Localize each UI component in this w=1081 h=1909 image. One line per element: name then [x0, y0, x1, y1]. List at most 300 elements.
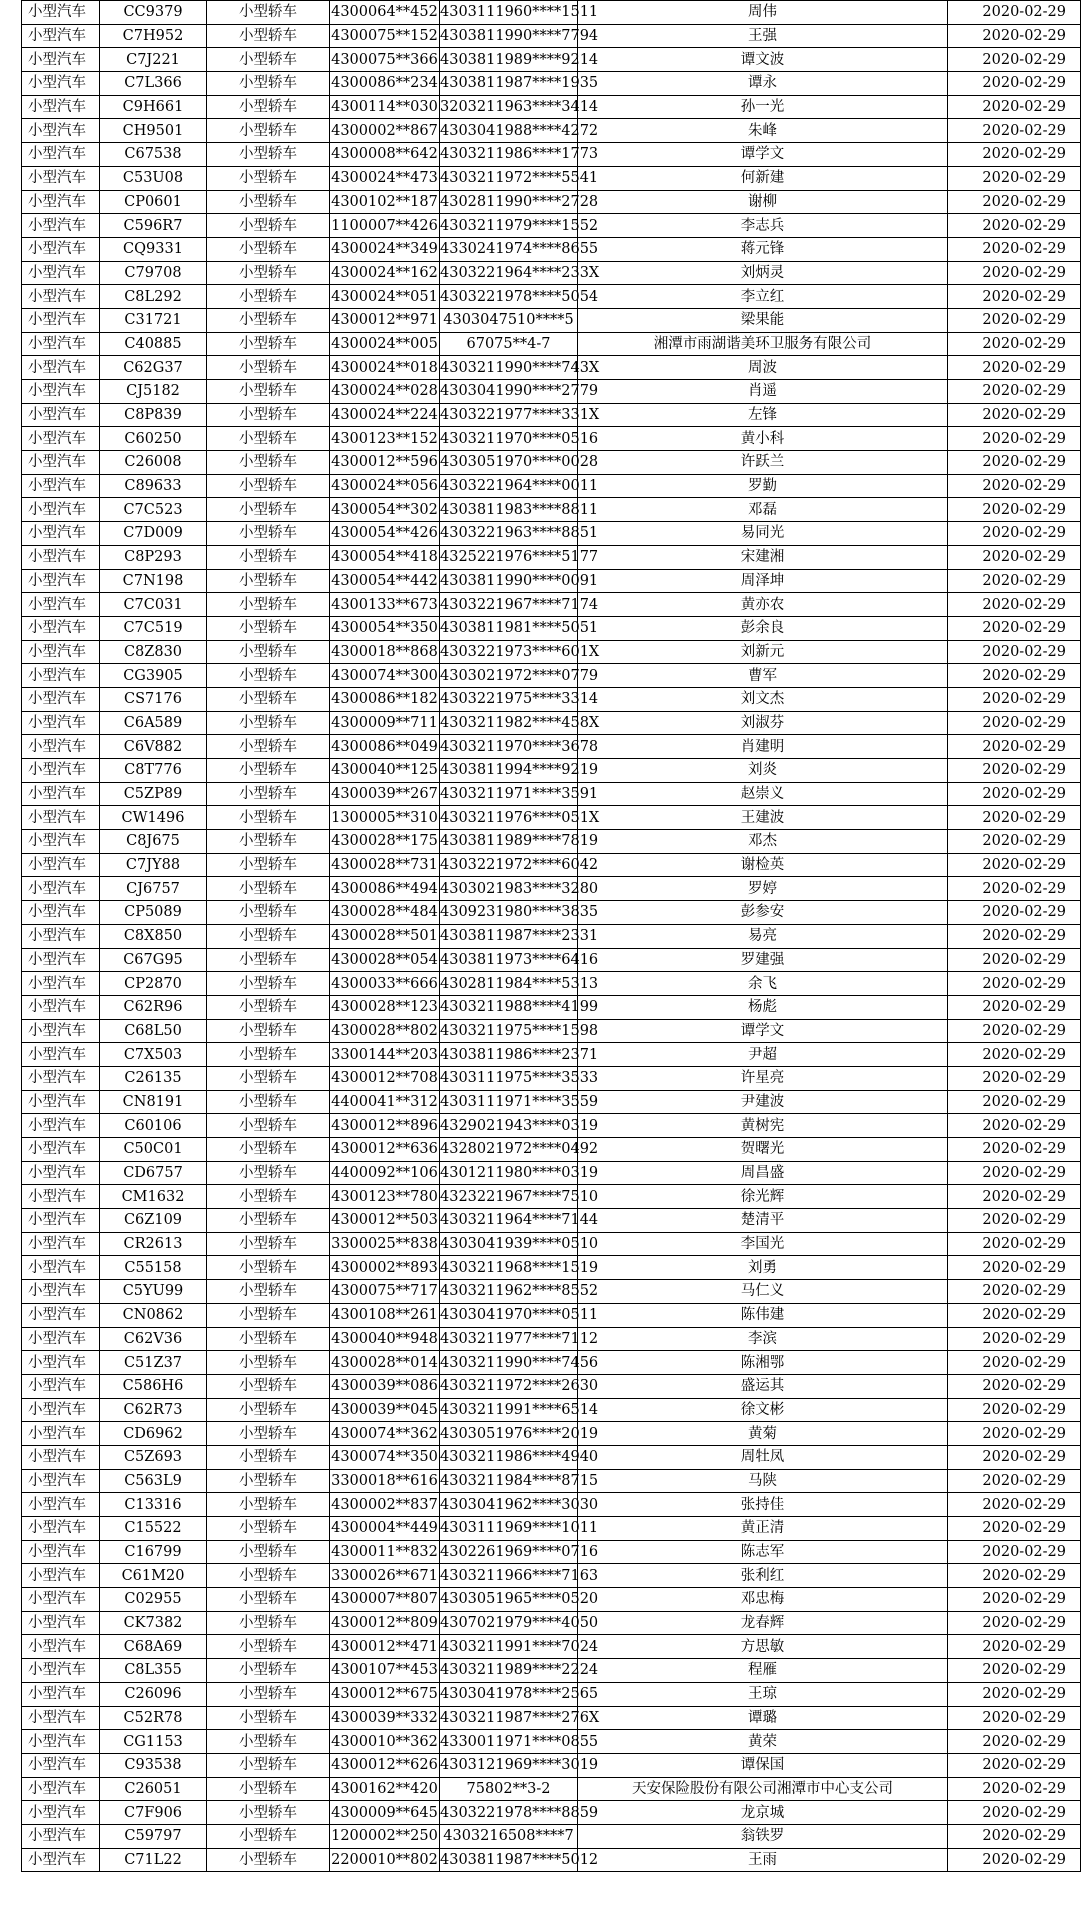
plate-number-cell: C51Z37 [100, 1351, 207, 1375]
plate-number-cell: C68L50 [100, 1019, 207, 1043]
plate-number-cell: CC9379 [100, 1, 207, 25]
model-cell: 小型轿车 [207, 72, 330, 96]
id-number-cell: 4303211977****7112 [440, 1327, 578, 1351]
table-row [22, 24, 1081, 48]
certificate-cell: 4300064**452 [330, 1, 440, 25]
owner-cell: 许跃兰 [578, 451, 948, 475]
model-cell: 小型轿车 [207, 806, 330, 830]
certificate-cell: 4300028**014 [330, 1351, 440, 1375]
vehicle-type-cell: 小型汽车 [22, 1043, 100, 1067]
plate-number-cell: C13316 [100, 1493, 207, 1517]
certificate-cell: 4300123**780 [330, 1185, 440, 1209]
vehicle-type-cell: 小型汽车 [22, 308, 100, 332]
model-cell: 小型轿车 [207, 1256, 330, 1280]
certificate-cell: 4300012**708 [330, 1066, 440, 1090]
date-cell: 2020-02-29 [948, 1280, 1081, 1304]
owner-cell: 曹军 [578, 664, 948, 688]
id-number-cell: 4303221973****601X [440, 640, 578, 664]
vehicle-type-cell: 小型汽车 [22, 1066, 100, 1090]
table-row [22, 143, 1081, 167]
plate-number-cell: C89633 [100, 474, 207, 498]
owner-cell: 罗婷 [578, 877, 948, 901]
model-cell: 小型轿车 [207, 237, 330, 261]
plate-number-cell: CQ9331 [100, 237, 207, 261]
owner-cell: 杨彪 [578, 995, 948, 1019]
model-cell: 小型轿车 [207, 1517, 330, 1541]
model-cell: 小型轿车 [207, 995, 330, 1019]
owner-cell: 李志兵 [578, 214, 948, 238]
certificate-cell: 4300028**054 [330, 948, 440, 972]
plate-number-cell: CG1153 [100, 1730, 207, 1754]
owner-cell: 龙京城 [578, 1801, 948, 1825]
owner-cell: 肖建明 [578, 735, 948, 759]
owner-cell: 张利红 [578, 1564, 948, 1588]
table-row [22, 830, 1081, 854]
date-cell: 2020-02-29 [948, 1232, 1081, 1256]
owner-cell: 徐文彬 [578, 1398, 948, 1422]
certificate-cell: 4300039**045 [330, 1398, 440, 1422]
plate-number-cell: C15522 [100, 1517, 207, 1541]
certificate-cell: 4300012**896 [330, 1114, 440, 1138]
id-number-cell: 4303811981****5051 [440, 616, 578, 640]
table-row [22, 569, 1081, 593]
id-number-cell: 4303051965****0520 [440, 1588, 578, 1612]
vehicle-type-cell: 小型汽车 [22, 1114, 100, 1138]
plate-number-cell: C563L9 [100, 1469, 207, 1493]
id-number-cell: 4303211975****1598 [440, 1019, 578, 1043]
date-cell: 2020-02-29 [948, 95, 1081, 119]
id-number-cell: 4303211984****8715 [440, 1469, 578, 1493]
owner-cell: 易亮 [578, 924, 948, 948]
date-cell: 2020-02-29 [948, 1066, 1081, 1090]
date-cell: 2020-02-29 [948, 1635, 1081, 1659]
table-row [22, 166, 1081, 190]
table-row [22, 72, 1081, 96]
table-row [22, 593, 1081, 617]
certificate-cell: 4300024**349 [330, 237, 440, 261]
model-cell: 小型轿车 [207, 1445, 330, 1469]
id-number-cell: 4303041939****0510 [440, 1232, 578, 1256]
model-cell: 小型轿车 [207, 1588, 330, 1612]
id-number-cell: 4303111971****3559 [440, 1090, 578, 1114]
plate-number-cell: C8P293 [100, 545, 207, 569]
model-cell: 小型轿车 [207, 261, 330, 285]
model-cell: 小型轿车 [207, 1066, 330, 1090]
table-row [22, 1659, 1081, 1683]
vehicle-type-cell: 小型汽车 [22, 380, 100, 404]
model-cell: 小型轿车 [207, 1232, 330, 1256]
plate-number-cell: C62R96 [100, 995, 207, 1019]
certificate-cell: 4300123**152 [330, 427, 440, 451]
id-number-cell: 4303211970****3678 [440, 735, 578, 759]
vehicle-type-cell: 小型汽车 [22, 190, 100, 214]
vehicle-type-cell: 小型汽车 [22, 972, 100, 996]
date-cell: 2020-02-29 [948, 1588, 1081, 1612]
id-number-cell: 4307021979****4050 [440, 1611, 578, 1635]
certificate-cell: 4300075**366 [330, 48, 440, 72]
table-row [22, 1753, 1081, 1777]
certificate-cell: 4300002**837 [330, 1493, 440, 1517]
certificate-cell: 4300024**018 [330, 356, 440, 380]
date-cell: 2020-02-29 [948, 1801, 1081, 1825]
model-cell: 小型轿车 [207, 1185, 330, 1209]
table-row [22, 1824, 1081, 1848]
date-cell: 2020-02-29 [948, 1682, 1081, 1706]
certificate-cell: 4300074**300 [330, 664, 440, 688]
owner-cell: 湘潭市雨湖谐美环卫服务有限公司 [578, 332, 948, 356]
date-cell: 2020-02-29 [948, 1398, 1081, 1422]
model-cell: 小型轿车 [207, 877, 330, 901]
plate-number-cell: C60250 [100, 427, 207, 451]
vehicle-type-cell: 小型汽车 [22, 877, 100, 901]
date-cell: 2020-02-29 [948, 403, 1081, 427]
table-row [22, 1303, 1081, 1327]
plate-number-cell: CK7382 [100, 1611, 207, 1635]
id-number-cell: 4303211979****1552 [440, 214, 578, 238]
owner-cell: 周昌盛 [578, 1161, 948, 1185]
vehicle-type-cell: 小型汽车 [22, 1540, 100, 1564]
date-cell: 2020-02-29 [948, 356, 1081, 380]
model-cell: 小型轿车 [207, 427, 330, 451]
id-number-cell: 4303041962****3030 [440, 1493, 578, 1517]
id-number-cell: 4303221978****5054 [440, 285, 578, 309]
date-cell: 2020-02-29 [948, 474, 1081, 498]
table-row [22, 1564, 1081, 1588]
plate-number-cell: C8J675 [100, 830, 207, 854]
model-cell: 小型轿车 [207, 1706, 330, 1730]
table-row [22, 1540, 1081, 1564]
owner-cell: 易同光 [578, 522, 948, 546]
table-row [22, 995, 1081, 1019]
vehicle-type-cell: 小型汽车 [22, 48, 100, 72]
vehicle-type-cell: 小型汽车 [22, 853, 100, 877]
date-cell: 2020-02-29 [948, 308, 1081, 332]
vehicle-type-cell: 小型汽车 [22, 1422, 100, 1446]
certificate-cell: 4300028**484 [330, 901, 440, 925]
certificate-cell: 4300011**832 [330, 1540, 440, 1564]
table-row [22, 948, 1081, 972]
table-row [22, 1635, 1081, 1659]
owner-cell: 方思敏 [578, 1635, 948, 1659]
certificate-cell: 4300040**948 [330, 1327, 440, 1351]
model-cell: 小型轿车 [207, 380, 330, 404]
model-cell: 小型轿车 [207, 1398, 330, 1422]
date-cell: 2020-02-29 [948, 237, 1081, 261]
plate-number-cell: C8L292 [100, 285, 207, 309]
owner-cell: 梁果能 [578, 308, 948, 332]
model-cell: 小型轿车 [207, 1019, 330, 1043]
id-number-cell: 4303811983****8811 [440, 498, 578, 522]
vehicle-type-cell: 小型汽车 [22, 1635, 100, 1659]
owner-cell: 黄小科 [578, 427, 948, 451]
vehicle-type-cell: 小型汽车 [22, 640, 100, 664]
date-cell: 2020-02-29 [948, 593, 1081, 617]
owner-cell: 刘淑芬 [578, 711, 948, 735]
table-row [22, 1801, 1081, 1825]
date-cell: 2020-02-29 [948, 1185, 1081, 1209]
vehicle-type-cell: 小型汽车 [22, 1280, 100, 1304]
id-number-cell: 4303221964****0011 [440, 474, 578, 498]
id-number-cell: 4309231980****3835 [440, 901, 578, 925]
model-cell: 小型轿车 [207, 190, 330, 214]
id-number-cell: 4303051970****0028 [440, 451, 578, 475]
owner-cell: 肖遥 [578, 380, 948, 404]
vehicle-type-cell: 小型汽车 [22, 1209, 100, 1233]
certificate-cell: 4300086**234 [330, 72, 440, 96]
date-cell: 2020-02-29 [948, 332, 1081, 356]
owner-cell: 王强 [578, 24, 948, 48]
owner-cell: 陈伟建 [578, 1303, 948, 1327]
owner-cell: 徐光辉 [578, 1185, 948, 1209]
certificate-cell: 4300002**867 [330, 119, 440, 143]
date-cell: 2020-02-29 [948, 451, 1081, 475]
id-number-cell: 4303211964****7144 [440, 1209, 578, 1233]
id-number-cell: 4303211968****1519 [440, 1256, 578, 1280]
id-number-cell: 4303111969****1011 [440, 1517, 578, 1541]
id-number-cell: 3203211963****3414 [440, 95, 578, 119]
id-number-cell: 67075**4-7 [440, 332, 578, 356]
id-number-cell: 4303211971****3591 [440, 782, 578, 806]
owner-cell: 孙一光 [578, 95, 948, 119]
id-number-cell: 4303811990****7794 [440, 24, 578, 48]
table-row [22, 1327, 1081, 1351]
plate-number-cell: C7N198 [100, 569, 207, 593]
certificate-cell: 4300024**028 [330, 380, 440, 404]
plate-number-cell: C8P839 [100, 403, 207, 427]
owner-cell: 黄正清 [578, 1517, 948, 1541]
table-row [22, 190, 1081, 214]
date-cell: 2020-02-29 [948, 1303, 1081, 1327]
plate-number-cell: C7D009 [100, 522, 207, 546]
model-cell: 小型轿车 [207, 1374, 330, 1398]
id-number-cell: 4303041988****4272 [440, 119, 578, 143]
owner-cell: 李立红 [578, 285, 948, 309]
certificate-cell: 4300086**494 [330, 877, 440, 901]
plate-number-cell: C7H952 [100, 24, 207, 48]
table-row [22, 474, 1081, 498]
owner-cell: 天安保险股份有限公司湘潭市中心支公司 [578, 1777, 948, 1801]
date-cell: 2020-02-29 [948, 948, 1081, 972]
vehicle-type-cell: 小型汽车 [22, 1, 100, 25]
certificate-cell: 4300007**807 [330, 1588, 440, 1612]
plate-number-cell: C8X850 [100, 924, 207, 948]
owner-cell: 陈湘鄂 [578, 1351, 948, 1375]
date-cell: 2020-02-29 [948, 711, 1081, 735]
model-cell: 小型轿车 [207, 1682, 330, 1706]
plate-number-cell: C60106 [100, 1114, 207, 1138]
vehicle-type-cell: 小型汽车 [22, 285, 100, 309]
vehicle-type-cell: 小型汽车 [22, 616, 100, 640]
owner-cell: 宋建湘 [578, 545, 948, 569]
id-number-cell: 4303211972****5541 [440, 166, 578, 190]
vehicle-type-cell: 小型汽车 [22, 593, 100, 617]
model-cell: 小型轿车 [207, 451, 330, 475]
table-row [22, 972, 1081, 996]
model-cell: 小型轿车 [207, 1114, 330, 1138]
plate-number-cell: C53U08 [100, 166, 207, 190]
table-row [22, 285, 1081, 309]
date-cell: 2020-02-29 [948, 166, 1081, 190]
date-cell: 2020-02-29 [948, 1, 1081, 25]
model-cell: 小型轿车 [207, 853, 330, 877]
date-cell: 2020-02-29 [948, 119, 1081, 143]
model-cell: 小型轿车 [207, 972, 330, 996]
vehicle-type-cell: 小型汽车 [22, 1161, 100, 1185]
date-cell: 2020-02-29 [948, 1161, 1081, 1185]
certificate-cell: 4300008**642 [330, 143, 440, 167]
certificate-cell: 4300039**267 [330, 782, 440, 806]
plate-number-cell: C02955 [100, 1588, 207, 1612]
vehicle-type-cell: 小型汽车 [22, 759, 100, 783]
owner-cell: 周泽坤 [578, 569, 948, 593]
vehicle-type-cell: 小型汽车 [22, 1256, 100, 1280]
vehicle-type-cell: 小型汽车 [22, 569, 100, 593]
model-cell: 小型轿车 [207, 1090, 330, 1114]
model-cell: 小型轿车 [207, 1777, 330, 1801]
table-row [22, 48, 1081, 72]
vehicle-type-cell: 小型汽车 [22, 427, 100, 451]
id-number-cell: 4303047510****5 [440, 308, 578, 332]
model-cell: 小型轿车 [207, 1303, 330, 1327]
table-row [22, 1374, 1081, 1398]
table-row [22, 1588, 1081, 1612]
date-cell: 2020-02-29 [948, 498, 1081, 522]
certificate-cell: 4300075**717 [330, 1280, 440, 1304]
plate-number-cell: C7X503 [100, 1043, 207, 1067]
plate-number-cell: C26096 [100, 1682, 207, 1706]
owner-cell: 何新建 [578, 166, 948, 190]
plate-number-cell: C5ZP89 [100, 782, 207, 806]
plate-number-cell: CD6757 [100, 1161, 207, 1185]
model-cell: 小型轿车 [207, 1209, 330, 1233]
id-number-cell: 4303221972****6042 [440, 853, 578, 877]
model-cell: 小型轿车 [207, 1493, 330, 1517]
plate-number-cell: C26051 [100, 1777, 207, 1801]
certificate-cell: 4300039**332 [330, 1706, 440, 1730]
plate-number-cell: C7L366 [100, 72, 207, 96]
vehicle-type-cell: 小型汽车 [22, 830, 100, 854]
vehicle-type-cell: 小型汽车 [22, 1327, 100, 1351]
model-cell: 小型轿车 [207, 1753, 330, 1777]
vehicle-type-cell: 小型汽车 [22, 1517, 100, 1541]
id-number-cell: 4303211991****6514 [440, 1398, 578, 1422]
owner-cell: 谭学文 [578, 1019, 948, 1043]
plate-number-cell: CW1496 [100, 806, 207, 830]
owner-cell: 邓杰 [578, 830, 948, 854]
owner-cell: 李国光 [578, 1232, 948, 1256]
certificate-cell: 4300024**224 [330, 403, 440, 427]
vehicle-type-cell: 小型汽车 [22, 687, 100, 711]
certificate-cell: 4300107**453 [330, 1659, 440, 1683]
plate-number-cell: C59797 [100, 1824, 207, 1848]
model-cell: 小型轿车 [207, 1161, 330, 1185]
date-cell: 2020-02-29 [948, 1469, 1081, 1493]
owner-cell: 龙春辉 [578, 1611, 948, 1635]
certificate-cell: 4300002**893 [330, 1256, 440, 1280]
plate-number-cell: C6A589 [100, 711, 207, 735]
date-cell: 2020-02-29 [948, 1138, 1081, 1162]
plate-number-cell: CN8191 [100, 1090, 207, 1114]
owner-cell: 余飞 [578, 972, 948, 996]
vehicle-type-cell: 小型汽车 [22, 1824, 100, 1848]
table-row [22, 924, 1081, 948]
certificate-cell: 4300024**005 [330, 332, 440, 356]
date-cell: 2020-02-29 [948, 877, 1081, 901]
date-cell: 2020-02-29 [948, 759, 1081, 783]
owner-cell: 王建波 [578, 806, 948, 830]
certificate-cell: 4300074**350 [330, 1445, 440, 1469]
model-cell: 小型轿车 [207, 616, 330, 640]
date-cell: 2020-02-29 [948, 1777, 1081, 1801]
owner-cell: 黄荣 [578, 1730, 948, 1754]
table-row [22, 1185, 1081, 1209]
date-cell: 2020-02-29 [948, 1540, 1081, 1564]
vehicle-type-cell: 小型汽车 [22, 901, 100, 925]
plate-number-cell: CR2613 [100, 1232, 207, 1256]
model-cell: 小型轿车 [207, 735, 330, 759]
table-row [22, 1493, 1081, 1517]
date-cell: 2020-02-29 [948, 1374, 1081, 1398]
date-cell: 2020-02-29 [948, 806, 1081, 830]
id-number-cell: 4303811989****9214 [440, 48, 578, 72]
table-row [22, 901, 1081, 925]
certificate-cell: 4300028**731 [330, 853, 440, 877]
vehicle-type-cell: 小型汽车 [22, 403, 100, 427]
id-number-cell: 4303211970****0516 [440, 427, 578, 451]
owner-cell: 刘炳灵 [578, 261, 948, 285]
certificate-cell: 4300024**056 [330, 474, 440, 498]
plate-number-cell: CJ6757 [100, 877, 207, 901]
model-cell: 小型轿车 [207, 308, 330, 332]
model-cell: 小型轿车 [207, 1659, 330, 1683]
date-cell: 2020-02-29 [948, 24, 1081, 48]
owner-cell: 盛运其 [578, 1374, 948, 1398]
id-number-cell: 4330011971****0855 [440, 1730, 578, 1754]
plate-number-cell: C7C519 [100, 616, 207, 640]
certificate-cell: 4300086**182 [330, 687, 440, 711]
owner-cell: 程雁 [578, 1659, 948, 1683]
table-row [22, 1161, 1081, 1185]
table-row [22, 640, 1081, 664]
id-number-cell: 4303041990****2779 [440, 380, 578, 404]
vehicle-type-cell: 小型汽车 [22, 1374, 100, 1398]
id-number-cell: 75802**3-2 [440, 1777, 578, 1801]
model-cell: 小型轿车 [207, 901, 330, 925]
owner-cell: 彭余良 [578, 616, 948, 640]
owner-cell: 罗勤 [578, 474, 948, 498]
owner-cell: 李滨 [578, 1327, 948, 1351]
date-cell: 2020-02-29 [948, 972, 1081, 996]
id-number-cell: 4303041978****2565 [440, 1682, 578, 1706]
certificate-cell: 4300133**673 [330, 593, 440, 617]
vehicle-type-cell: 小型汽车 [22, 95, 100, 119]
certificate-cell: 4300012**471 [330, 1635, 440, 1659]
table-row [22, 853, 1081, 877]
table-row [22, 1445, 1081, 1469]
model-cell: 小型轿车 [207, 1327, 330, 1351]
vehicle-type-cell: 小型汽车 [22, 1611, 100, 1635]
owner-cell: 周牡凤 [578, 1445, 948, 1469]
date-cell: 2020-02-29 [948, 687, 1081, 711]
table-row [22, 1, 1081, 25]
certificate-cell: 4300086**049 [330, 735, 440, 759]
table-row [22, 1682, 1081, 1706]
certificate-cell: 4300012**971 [330, 308, 440, 332]
model-cell: 小型轿车 [207, 1043, 330, 1067]
date-cell: 2020-02-29 [948, 640, 1081, 664]
vehicle-type-cell: 小型汽车 [22, 1019, 100, 1043]
certificate-cell: 4300054**350 [330, 616, 440, 640]
